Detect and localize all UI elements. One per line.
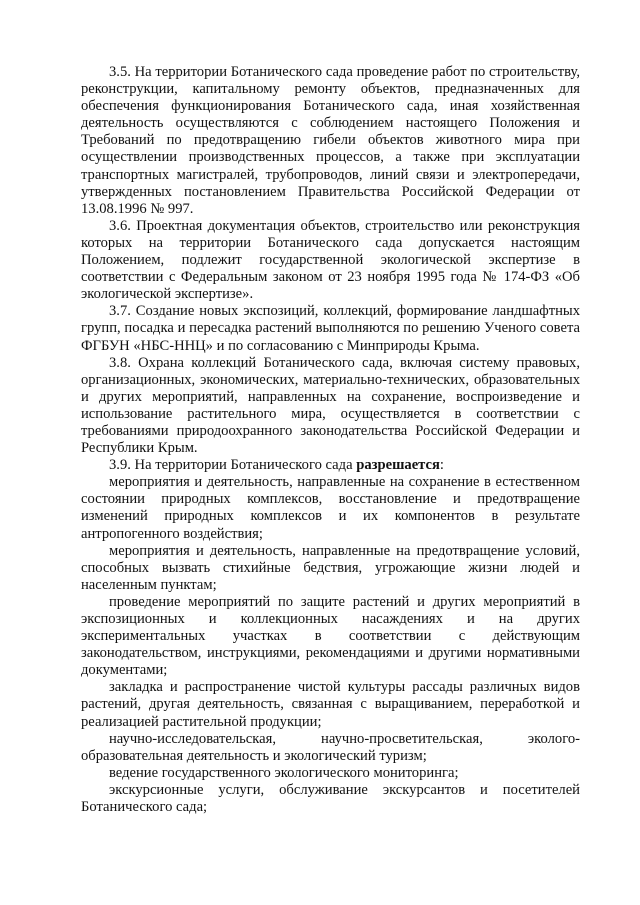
paragraph-3-7: 3.7. Создание новых экспозиций, коллекций, формирование ландшафтных групп, посадка и пересадка растений выполняются по решению Ученого совета ФГБУН «НБС-ННЦ» и по согласованию с Минприроды Крыма. <box>81 303 580 354</box>
list-item: экскурсионные услуги, обслуживание экскурсантов и посетителей Ботанического сада; <box>81 781 580 816</box>
paragraph-3-9 <box>81 457 580 474</box>
list-item: научно-исследовательская, научно-просветительская, эколого-образовательная деятельность и экологический туризм; <box>81 730 580 764</box>
list-item: ведение государственного экологического мониторинга; <box>109 764 459 781</box>
paragraph-3-9-tail: : <box>439 457 444 474</box>
list-item: закладка и распространение чистой культуры рассады различных видов растений, другая деятельность, связанная с выращиванием, переработкой и реализацией растительной продукции; <box>81 679 580 730</box>
list-item: проведение мероприятий по защите растений и других мероприятий в экспозиционных и коллекционных насаждениях и на других экспериментальных участках в соответствии с действующим законодательством, инструкциями, рекомендациями и другими нормативными документами; <box>81 593 580 679</box>
paragraph-3-5: 3.5. На территории Ботанического сада проведение работ по строительству, реконструкции, капитальному ремонту объектов, предназначенных для обеспечения функционирования Ботанического сада, иная хозяйственная деятельность осуществляются с соблюдением настоящего Положения и Требований по предотвращению гибели объектов животного мира при осуществлении производственных процессов, а также при эксплуатации транспортных магистралей, трубопроводов, линий связи и электропередачи, утвержденных постановлением Правительства Российской Федерации от 13.08.1996 № 997. <box>81 64 580 217</box>
document-body <box>81 64 580 816</box>
paragraph-3-9-bold: разрешается <box>356 457 440 474</box>
paragraph-3-8: 3.8. Охрана коллекций Ботанического сада, включая систему правовых, организационных, экономических, материально-технических, образовательных и других мероприятий, направленных на сохранение, воспроизведение и использование растительного мира, осуществляется в соответствии с требованиями природоохранного законодательства Российской Федерации и Республики Крым. <box>81 354 580 457</box>
list-item: мероприятия и деятельность, направленные на сохранение в естественном состоянии природных комплексов, восстановление и предотвращение изменений природных комплексов и их компонентов в результате антропогенного воздействия; <box>81 474 580 542</box>
paragraph-3-6: 3.6. Проектная документация объектов, строительство или реконструкция которых на территории Ботанического сада допускается настоящим Положением, подлежит государственной экологической экспертизе в соответствии с Федеральным законом от 23 ноября 1995 года № 174-ФЗ «Об экологической экспертизе». <box>81 217 580 303</box>
paragraph-3-9-lead: 3.9. На территории Ботанического сада <box>109 457 357 474</box>
list-item: мероприятия и деятельность, направленные на предотвращение условий, способных вызвать стихийные бедствия, угрожающие жизни людей и населенным пунктам; <box>81 542 580 593</box>
